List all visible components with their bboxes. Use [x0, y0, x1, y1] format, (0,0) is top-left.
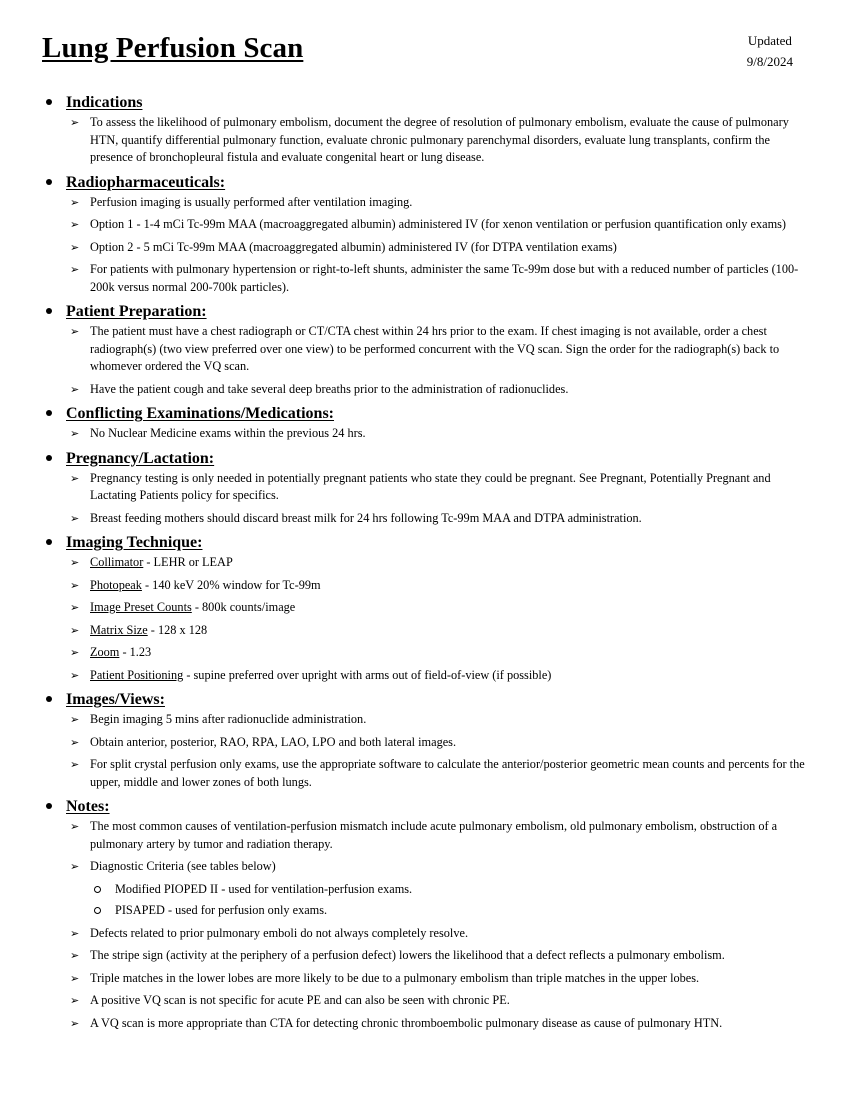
item-text: Breast feeding mothers should discard breast milk for 24 hrs following Tc-99m MAA and DTPA administration.	[90, 510, 642, 525]
list-item	[66, 194, 816, 212]
list-item	[66, 925, 816, 943]
section-heading: Radiopharmaceuticals:	[66, 173, 226, 191]
arrow-bullet-icon: ➢	[70, 511, 80, 525]
item-text: Obtain anterior, posterior, RAO, RPA, LAO, LPO and both lateral images.	[90, 734, 457, 749]
bullet-icon	[46, 455, 52, 461]
item-list	[66, 818, 816, 1032]
section-heading: Patient Preparation:	[66, 303, 207, 320]
subitem-text: Modified PIOPED II - used for ventilation-perfusion exams.	[115, 881, 413, 896]
item-list	[66, 114, 816, 167]
section	[46, 796, 816, 1032]
arrow-bullet-icon: ➢	[70, 240, 80, 254]
item-text: Defects related to prior pulmonary emboli do not always completely resolve.	[90, 925, 469, 940]
item-text: - supine preferred over upright with arms out of field-of-view (if possible)	[183, 667, 552, 682]
list-item	[66, 323, 816, 376]
list-item	[66, 114, 816, 167]
bullet-icon	[46, 539, 52, 545]
subitem-list	[90, 881, 816, 920]
item-text: A VQ scan is more appropriate than CTA for detecting chronic thromboembolic pulmonary disease as cause of pulmonary HTN.	[90, 1015, 723, 1030]
list-item	[66, 667, 816, 685]
section	[46, 448, 816, 528]
bullet-icon	[46, 99, 52, 105]
arrow-bullet-icon: ➢	[70, 382, 80, 396]
arrow-bullet-icon: ➢	[70, 471, 80, 485]
item-text: The most common causes of ventilation-perfusion mismatch include acute pulmonary embolism, old pulmonary embolism, obstruction of a pulmonary artery by tumor and radiation therapy.	[90, 819, 778, 851]
section-heading: Pregnancy/Lactation:	[66, 449, 215, 467]
item-text: Have the patient cough and take several deep breaths prior to the administration of radionuclides.	[90, 381, 569, 396]
circle-bullet-icon	[94, 886, 101, 893]
arrow-bullet-icon: ➢	[70, 926, 80, 940]
arrow-bullet-icon: ➢	[70, 860, 80, 873]
list-item	[66, 756, 816, 791]
bullet-icon	[46, 696, 52, 702]
item-list	[66, 711, 816, 791]
sub-list-item	[90, 881, 816, 899]
item-list	[66, 323, 816, 398]
list-item	[66, 622, 816, 640]
list-item	[66, 216, 816, 234]
item-text: - 128 x 128	[147, 622, 208, 637]
item-text: - LEHR or LEAP	[143, 555, 233, 569]
section-heading: Imaging Technique:	[66, 534, 203, 551]
arrow-bullet-icon: ➢	[70, 949, 80, 962]
item-text: Begin imaging 5 mins after radionuclide administration.	[90, 712, 367, 726]
bullet-icon	[46, 803, 52, 809]
item-text: - 1.23	[119, 645, 152, 659]
list-item	[66, 554, 816, 572]
arrow-bullet-icon: ➢	[70, 646, 80, 659]
arrow-bullet-icon: ➢	[70, 971, 80, 985]
arrow-bullet-icon: ➢	[70, 263, 80, 276]
list-item	[66, 239, 816, 257]
item-text: No Nuclear Medicine exams within the previous 24 hrs.	[90, 426, 366, 440]
list-item	[66, 644, 816, 662]
list-item	[66, 470, 816, 505]
item-term: Photopeak	[90, 577, 142, 592]
list-item	[66, 992, 816, 1010]
list-item	[66, 947, 816, 965]
bullet-icon	[46, 308, 52, 314]
item-text: The patient must have a chest radiograph or CT/CTA chest within 24 hrs prior to the exam. If chest imaging is not available, order a chest radiograph(s) (two view preferred over one view) to be performed concurrent with the VQ scan. Sign the order for the radiograph(s) back to whomever ordered the VQ scan.	[90, 324, 780, 373]
arrow-bullet-icon: ➢	[70, 218, 80, 231]
list-item	[66, 711, 816, 729]
arrow-bullet-icon: ➢	[70, 116, 80, 129]
circle-bullet-icon	[94, 907, 101, 914]
list-item	[66, 970, 816, 988]
item-term: Collimator	[90, 555, 144, 569]
item-text: Perfusion imaging is usually performed after ventilation imaging.	[90, 194, 413, 209]
list-item	[66, 261, 816, 296]
bullet-icon	[46, 179, 52, 185]
section	[46, 403, 816, 443]
list-item	[66, 425, 816, 443]
arrow-bullet-icon: ➢	[70, 735, 80, 749]
section	[46, 92, 816, 167]
section-heading: Images/Views:	[66, 691, 165, 708]
item-text: Pregnancy testing is only needed in potentially pregnant patients who state they could be pregnant. See Pregnant, Potentially Pregnant and Lactating Patients policy for specifics.	[90, 470, 771, 502]
page-title: Lung Perfusion Scan	[42, 32, 304, 64]
arrow-bullet-icon: ➢	[70, 758, 80, 771]
arrow-bullet-icon: ➢	[70, 713, 80, 726]
list-item	[66, 734, 816, 752]
subitem-text: PISAPED - used for perfusion only exams.	[115, 903, 328, 917]
list-item	[66, 577, 816, 595]
item-text: Diagnostic Criteria (see tables below)	[90, 859, 276, 873]
updated-stamp	[747, 30, 793, 72]
list-item	[66, 818, 816, 853]
arrow-bullet-icon: ➢	[70, 325, 80, 338]
item-text: A positive VQ scan is not specific for acute PE and can also be seen with chronic PE.	[90, 993, 510, 1007]
list-item	[66, 381, 816, 399]
item-text: For split crystal perfusion only exams, use the appropriate software to calculate the anterior/posterior geometric mean counts and percents for the upper, middle and lower zones of both lungs.	[90, 757, 805, 789]
item-text: - 140 keV 20% window for Tc-99m	[141, 577, 321, 592]
section	[46, 532, 816, 684]
arrow-bullet-icon: ➢	[70, 820, 80, 833]
item-text: To assess the likelihood of pulmonary embolism, document the degree of resolution of pulmonary embolism, evaluate the cause of pulmonary HTN, quantify differential pulmonary function, evaluate chronic pulmonary parenchymal disorders, evaluate lung transplants, confirm the presence of bronchopleural fistula and evaluate congenital heart or lung disease.	[90, 115, 789, 164]
item-list	[66, 194, 816, 297]
section-heading: Conflicting Examinations/Medications:	[66, 405, 335, 422]
item-term: Patient Positioning	[90, 667, 184, 682]
item-text: For patients with pulmonary hypertension or right-to-left shunts, administer the same Tc-99m dose but with a reduced number of particles (100-200k versus normal 200-700k particles).	[90, 262, 799, 294]
list-item	[66, 599, 816, 617]
list-item	[66, 1015, 816, 1033]
updated-label: Updated	[747, 33, 792, 48]
bullet-icon	[46, 410, 52, 416]
arrow-bullet-icon: ➢	[70, 556, 80, 569]
section-heading: Notes:	[66, 798, 110, 815]
item-text: Option 1 - 1-4 mCi Tc-99m MAA (macroaggregated albumin) administered IV (for xenon ventilation or perfusion quantification only exams)	[90, 217, 787, 231]
list-item	[66, 510, 816, 528]
arrow-bullet-icon: ➢	[70, 601, 80, 614]
updated-date: 9/8/2024	[746, 54, 793, 69]
item-text: The stripe sign (activity at the periphery of a perfusion defect) lowers the likelihood that a defect reflects a pulmonary embolism.	[90, 948, 725, 962]
item-list	[66, 470, 816, 528]
item-list	[66, 425, 816, 443]
item-list	[66, 554, 816, 684]
item-text: Triple matches in the lower lobes are more likely to be due to a pulmonary embolism than triple matches in the upper lobes.	[90, 970, 700, 985]
section	[46, 301, 816, 398]
section	[46, 689, 816, 791]
sub-list-item	[90, 902, 816, 920]
item-term: Matrix Size	[90, 622, 148, 637]
arrow-bullet-icon: ➢	[70, 994, 80, 1007]
item-term: Image Preset Counts	[90, 600, 192, 614]
section-list	[46, 92, 816, 1037]
arrow-bullet-icon: ➢	[70, 623, 80, 637]
section-heading: Indications	[66, 94, 143, 111]
arrow-bullet-icon: ➢	[70, 427, 80, 440]
item-text: Option 2 - 5 mCi Tc-99m MAA (macroaggregated albumin) administered IV (for DTPA ventilation exams)	[90, 239, 617, 254]
list-item	[66, 858, 816, 920]
section	[46, 172, 816, 297]
arrow-bullet-icon: ➢	[70, 668, 80, 682]
arrow-bullet-icon: ➢	[70, 578, 80, 592]
arrow-bullet-icon: ➢	[70, 1016, 80, 1030]
arrow-bullet-icon: ➢	[70, 195, 80, 209]
item-term: Zoom	[90, 645, 120, 659]
item-text: - 800k counts/image	[191, 600, 296, 614]
